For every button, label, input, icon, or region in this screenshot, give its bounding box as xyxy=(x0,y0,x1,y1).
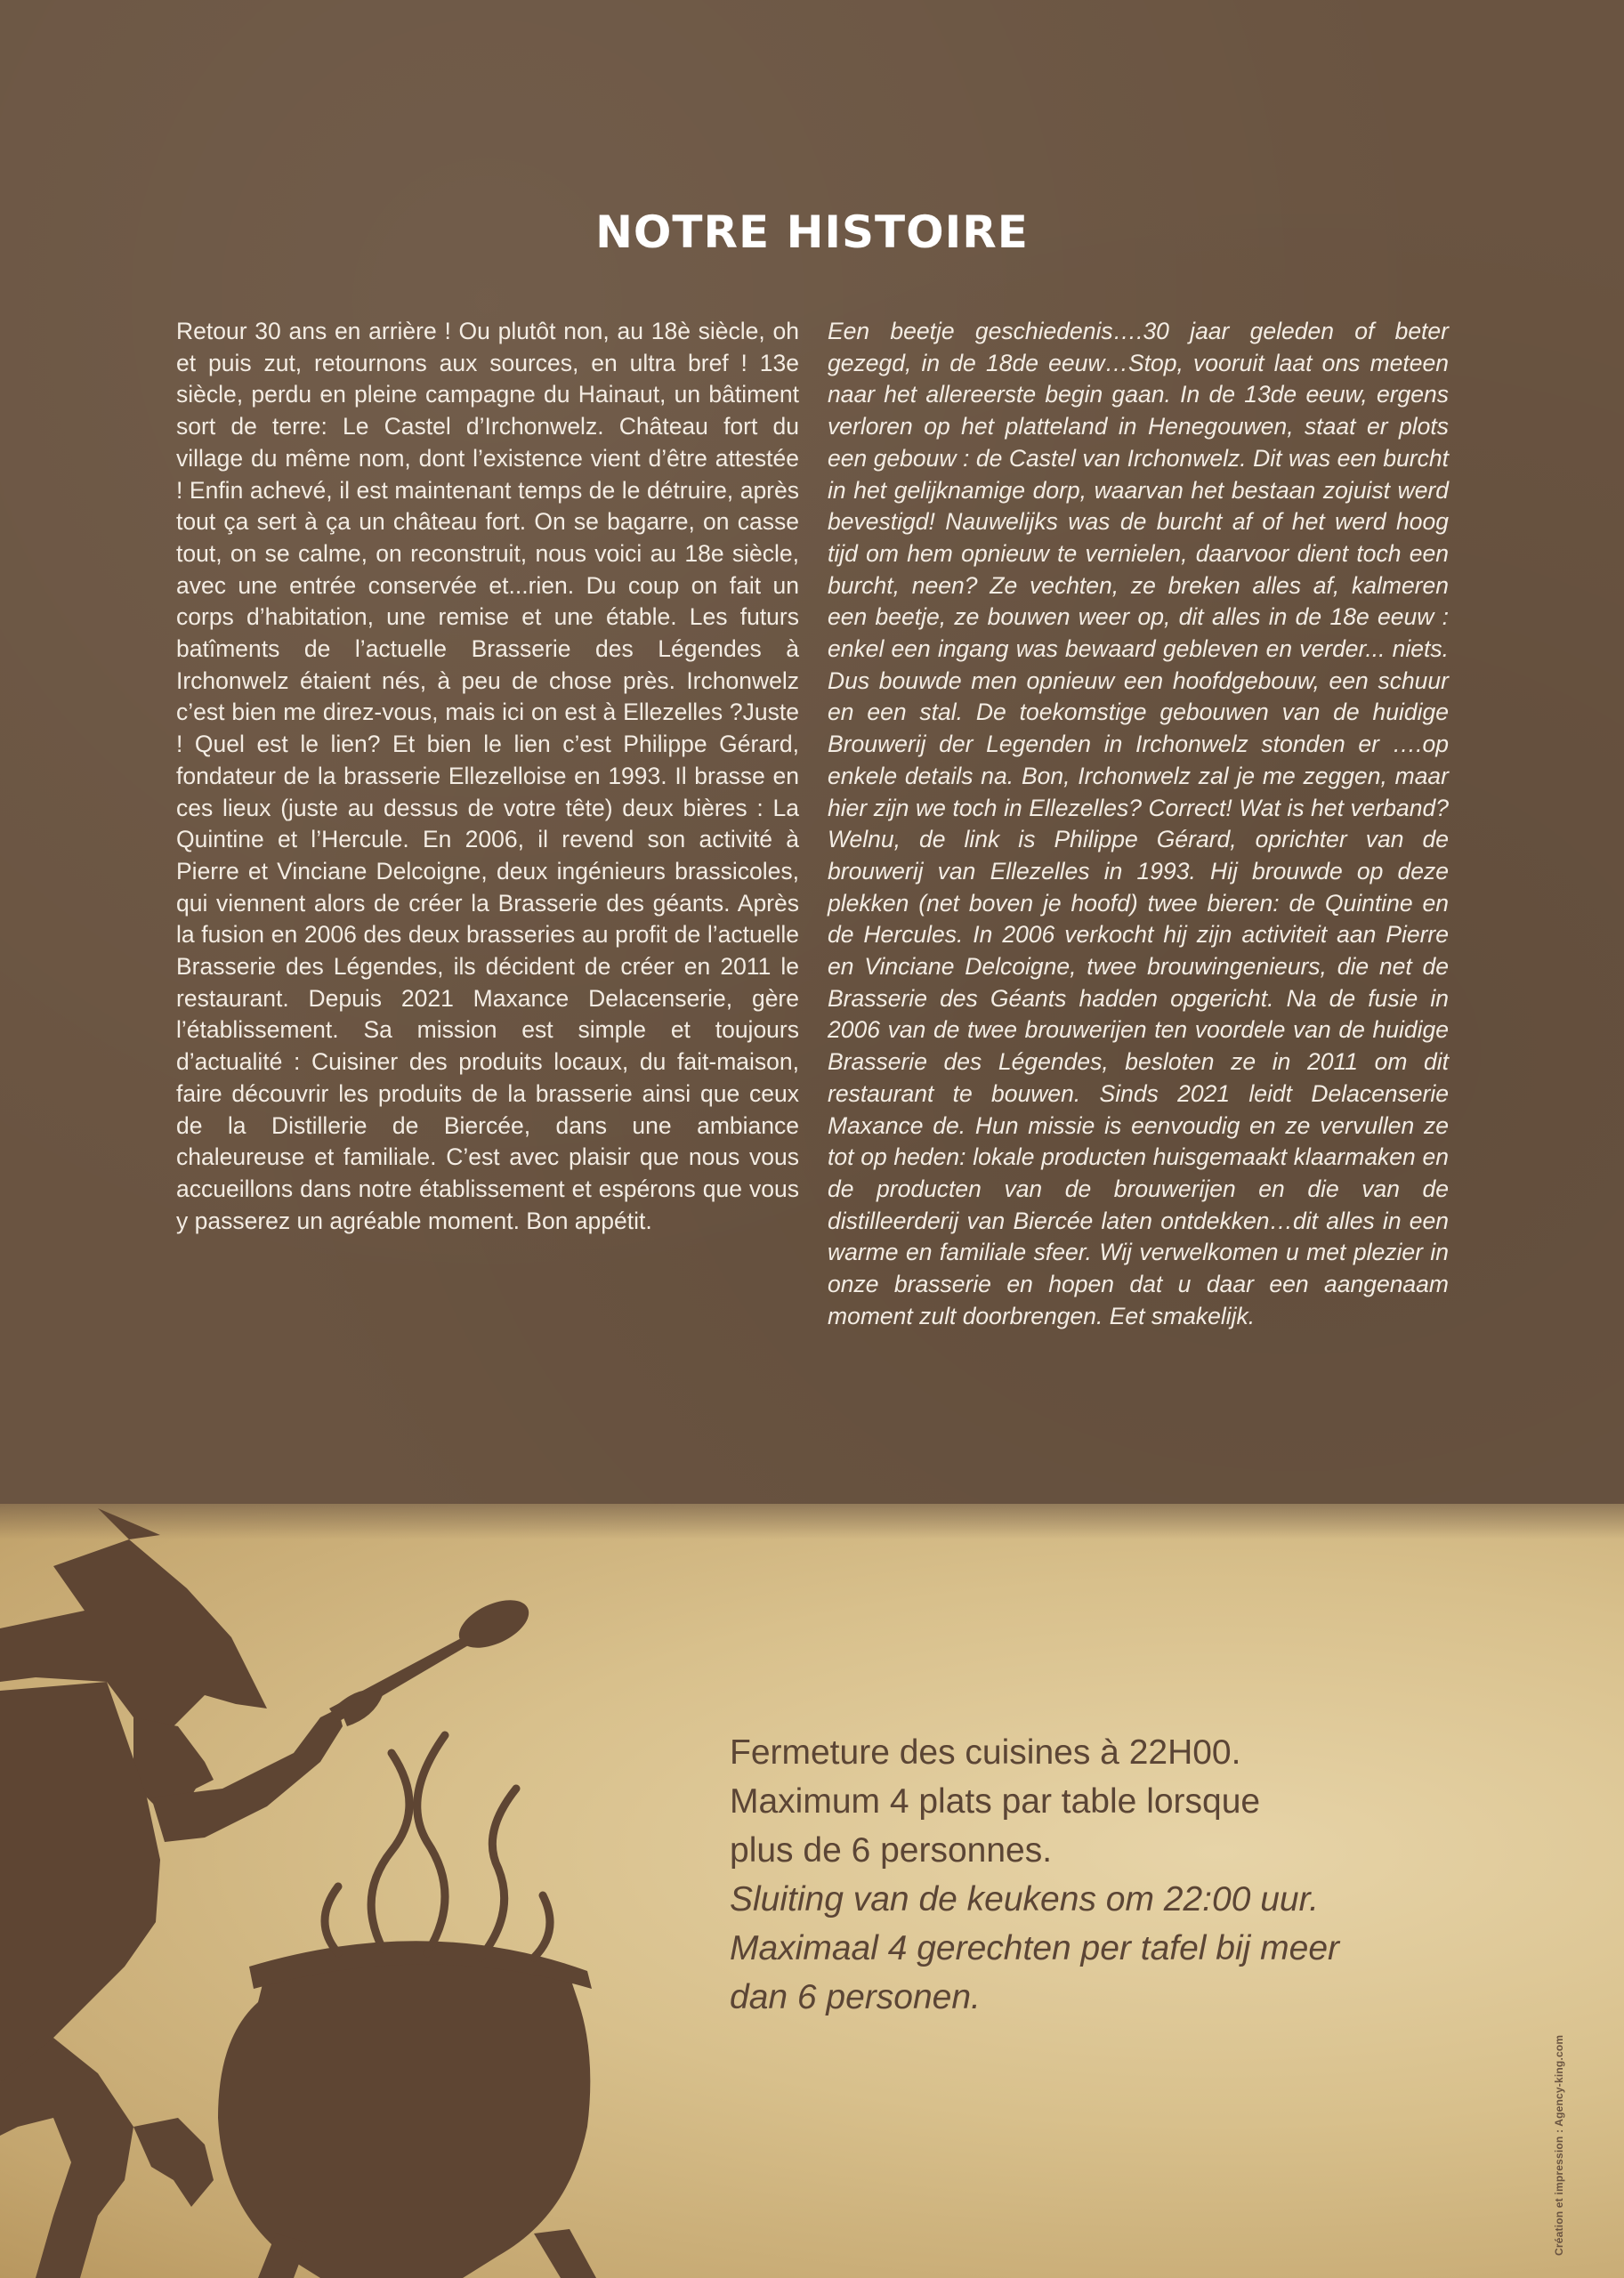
notice-nl-line-3: dan 6 personen. xyxy=(730,1978,981,2016)
page-title: NOTRE HISTOIRE xyxy=(595,206,1029,258)
credit-text: Création et impression : Agency-king.com xyxy=(1553,2034,1565,2256)
notice-fr-line-2: Maximum 4 plats par table lorsque xyxy=(730,1782,1261,1821)
kitchen-notice xyxy=(730,1728,1531,2022)
witch-cauldron-icon xyxy=(0,1504,641,2278)
notice-fr-line-3: plus de 6 personnes. xyxy=(730,1831,1053,1870)
history-text-nl: Een beetje geschiedenis….30 jaar geleden of beter gezegd, in de 18de eeuw…Stop, vooruit laat ons meteen naar het allereerste begin gaan. In de 13de eeuw, ergens verloren op het platteland in Henegouwen, staat er plots een gebouw : de Castel van Irchonwelz. Dit was een burcht in het gelijknamige dorp, waarvan het bestaan zojuist werd bevestigd! Nauwelijks was de burcht af of het werd hoog tijd om hem opnieuw te vernielen, daarvoor dient toch een burcht, neen? Ze vechten, ze breken alles af, kalmeren een beetje, ze bouwen weer op, dit alles in de 18e eeuw : enkel een ingang was bewaard gebleven en verder... niets. Dus bouwde men opnieuw een hoofdgebouw, een schuur en een stal. De toekomstige gebouwen van de huidige Brouwerij der Legenden in Irchonwelz stonden er ….op enkele details na. Bon, Irchonwelz zal je me zeggen, maar hier zijn we toch in Ellezelles? Correct! Wat is het verband? Welnu, de link is Philippe Gérard, oprichter van de brouwerij van Ellezelles in 1993. Hij brouwde op deze plekken (net boven je hoofd) twee bieren: de Quintine en de Hercules. In 2006 verkocht hij zijn activiteit aan Pierre en Vinciane Delcoigne, twee brouwingenieurs, die net de Brasserie des Géants hadden opgericht. Na de fusie in 2006 van de twee brouwerijen ten voordele van de huidige Brasserie des Légendes, besloten ze in 2011 om dit restaurant te bouwen. Sinds 2021 leidt Delacenserie Maxance de. Hun missie is eenvoudig en ze vervullen ze tot op heden: lokale producten huisgemaakt klaarmaken en de producten van de brouwerijen en die van de distilleerderij van Biercée laten ontdekken…dit alles in een warme en familiale sfeer. Wij verwelkomen u met plezier in onze brasserie en hopen dat u daar een aangenaam moment zult doorbrengen. Eet smakelijk. xyxy=(828,318,1449,1329)
notice-nl-line-1: Sluiting van de keukens om 22:00 uur. xyxy=(730,1880,1319,1919)
notice-fr-line-1: Fermeture des cuisines à 22H00. xyxy=(730,1733,1241,1772)
notice-nl-line-2: Maximaal 4 gerechten per tafel bij meer xyxy=(730,1929,1339,1967)
history-text-fr: Retour 30 ans en arrière ! Ou plutôt non, au 18è siècle, oh et puis zut, retournons aux sources, en ultra bref ! 13e siècle, perdu en pleine campagne du Hainaut, un bâtiment sort de terre: Le Castel d’Irchonwelz. Château fort du village du même nom, dont l’existence vient d’être attestée ! Enfin achevé, il est maintenant temps de le détruire, après tout ça sert à ça un château fort. On se bagarre, on casse tout, on se calme, on reconstruit, nous voici au 18e siècle, avec une entrée conservée et...rien. Du coup on fait un corps d’habitation, une remise et une étable. Les futurs batîments de l’actuelle Brasserie des Légendes à Irchonwelz étaient nés, à peu de chose près. Irchonwelz c’est bien me direz-vous, mais ici on est à Ellezelles ?Juste ! Quel est le lien? Et bien le lien c’est Philippe Gérard, fondateur de la brasserie Ellezelloise en 1993. Il brasse en ces lieux (juste au dessus de votre tête) deux bières : La Quintine et l’Hercule. En 2006, il revend son activité à Pierre et Vinciane Delcoigne, deux ingénieurs brassicoles, qui viennent alors de créer la Brasserie des géants. Après la fusion en 2006 des deux brasseries au profit de l’actuelle Brasserie des Légendes, ils décident de créer en 2011 le restaurant. Depuis 2021 Maxance Delacenserie, gère l’établissement. Sa mission est simple et toujours d’actualité : Cuisiner des produits locaux, du fait-maison, faire découvrir les produits de la brasserie ainsi que ceux de la Distillerie de Biercée, dans une ambiance chaleureuse et familiale. C’est avec plaisir que nous vous accueillons dans notre établissement et espérons que vous y passerez un agréable moment. Bon appétit. xyxy=(176,318,799,1234)
